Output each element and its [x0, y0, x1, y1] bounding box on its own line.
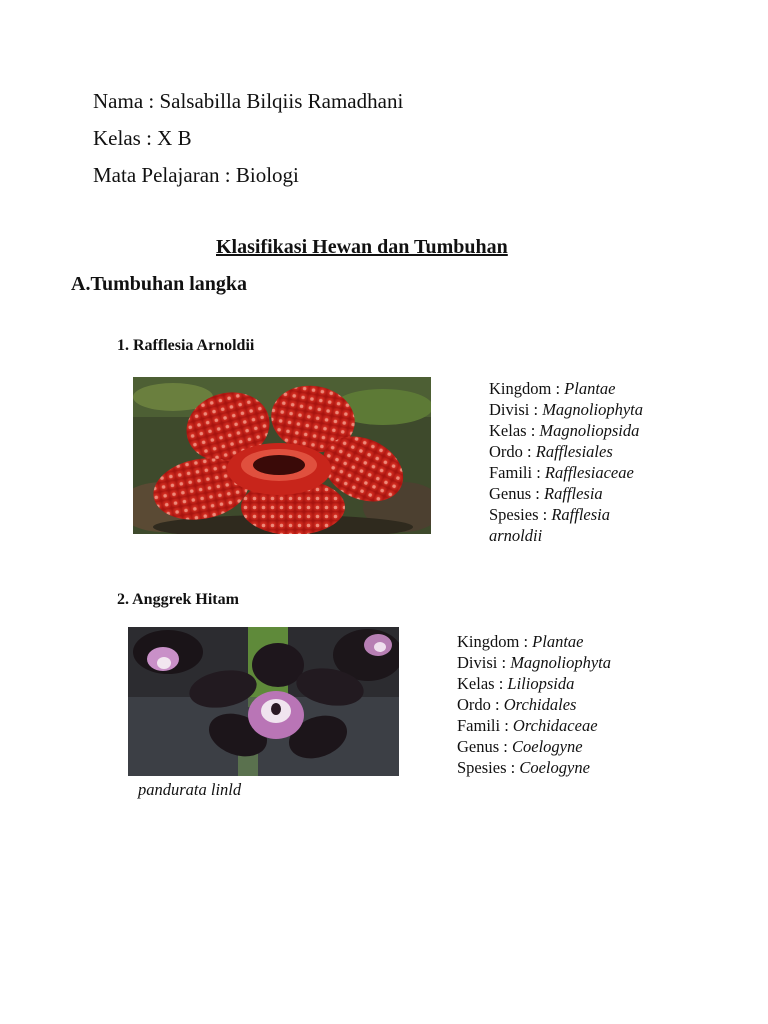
- taxonomy-label: Famili :: [489, 463, 545, 482]
- taxonomy-value: Magnoliophyta: [542, 400, 644, 419]
- taxonomy-value: arnoldii: [489, 526, 543, 545]
- taxonomy-row: [457, 715, 611, 736]
- taxonomy-label: Kelas :: [489, 421, 540, 440]
- taxonomy-label: Kingdom :: [489, 379, 565, 398]
- taxonomy-row: [489, 525, 643, 546]
- taxonomy-label: Ordo :: [489, 442, 536, 461]
- taxonomy-row: [457, 757, 611, 778]
- taxonomy-row: [489, 420, 643, 441]
- taxonomy-label: Kingdom :: [457, 632, 533, 651]
- taxonomy-row: [489, 504, 643, 525]
- document-title: Klasifikasi Hewan dan Tumbuhan: [216, 236, 508, 258]
- taxonomy-value: Plantae: [532, 632, 584, 651]
- taxonomy-row: [489, 441, 643, 462]
- taxonomy-label: Famili :: [457, 716, 513, 735]
- taxonomy-row: [489, 378, 643, 399]
- taxonomy-value: Rafflesiales: [535, 442, 613, 461]
- taxonomy-label: Kelas :: [457, 674, 508, 693]
- rafflesia-photo: [133, 377, 431, 534]
- taxonomy-label: Divisi :: [457, 653, 511, 672]
- taxonomy-rafflesia: [489, 378, 643, 546]
- taxonomy-row: [457, 736, 611, 757]
- taxonomy-value: Magnoliophyta: [510, 653, 612, 672]
- taxonomy-value: Liliopsida: [507, 674, 575, 693]
- plant-heading-rafflesia: 1. Rafflesia Arnoldii: [117, 337, 255, 354]
- species-continuation: [138, 779, 241, 800]
- taxonomy-row: [489, 483, 643, 504]
- subject: Mata Pelajaran : Biologi: [93, 163, 299, 187]
- taxonomy-value: Plantae: [564, 379, 616, 398]
- taxonomy-value: Magnoliopsida: [539, 421, 640, 440]
- taxonomy-row: [457, 631, 611, 652]
- black-orchid-photo: [128, 627, 399, 776]
- taxonomy-label: Ordo :: [457, 695, 504, 714]
- student-name: Nama : Salsabilla Bilqiis Ramadhani: [93, 89, 404, 113]
- taxonomy-value: pandurata linld: [138, 780, 242, 799]
- taxonomy-value: Rafflesiaceae: [544, 463, 634, 482]
- taxonomy-anggrek: [457, 631, 611, 778]
- taxonomy-label: Genus :: [489, 484, 544, 503]
- taxonomy-value: Rafflesia: [544, 484, 603, 503]
- taxonomy-value: Orchidales: [503, 695, 577, 714]
- section-heading: A.Tumbuhan langka: [71, 273, 248, 295]
- taxonomy-row: [457, 694, 611, 715]
- taxonomy-row: [457, 652, 611, 673]
- student-class: Kelas : X B: [93, 126, 192, 150]
- taxonomy-row: [457, 673, 611, 694]
- taxonomy-value: Coelogyne: [512, 737, 583, 756]
- plant-heading-anggrek: 2. Anggrek Hitam: [117, 591, 239, 608]
- taxonomy-label: Genus :: [457, 737, 512, 756]
- taxonomy-row: [489, 399, 643, 420]
- taxonomy-label: Spesies :: [457, 758, 520, 777]
- taxonomy-label: Spesies :: [489, 505, 552, 524]
- taxonomy-value: Orchidaceae: [512, 716, 598, 735]
- taxonomy-value: Coelogyne: [519, 758, 590, 777]
- taxonomy-row: [489, 462, 643, 483]
- taxonomy-label: Divisi :: [489, 400, 543, 419]
- taxonomy-value: Rafflesia: [551, 505, 611, 524]
